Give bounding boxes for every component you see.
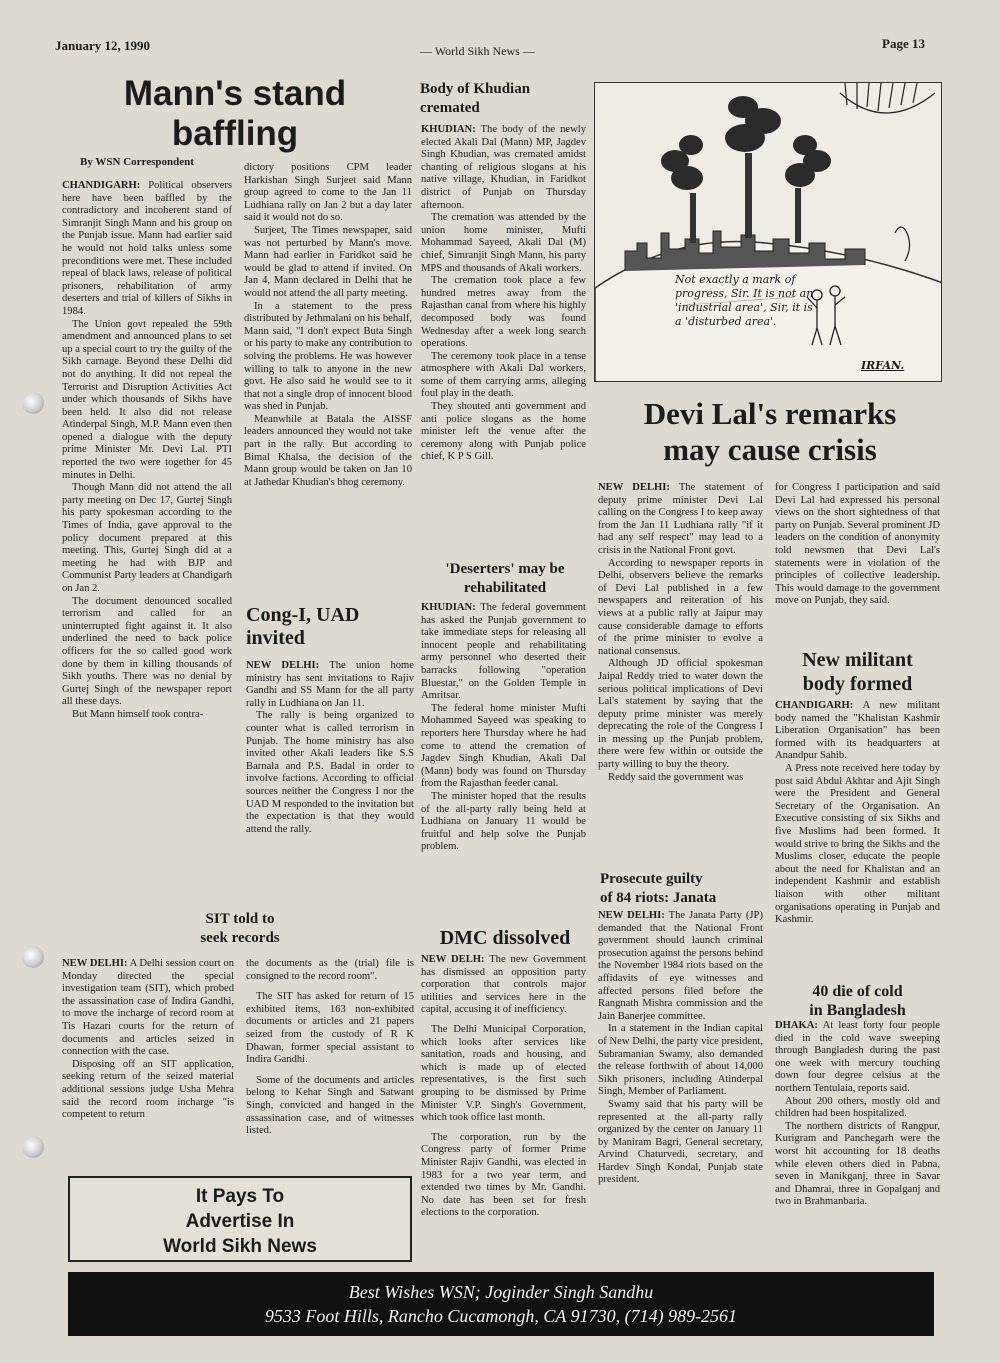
column-deserters bbox=[421, 602, 586, 854]
paragraph: In a statement to the press distributed by Jethmalani on his behalf, Mann said, "I don't expect Buta Singh or his party to make any contribution to solving the problems. He was however willing to talk to anyone in the new govt. He also said he would see to it that not a single drop of innocent blood was shed in Punjab. bbox=[244, 300, 412, 413]
headline-line: Devi Lal's remarks bbox=[643, 396, 897, 431]
paper-name: — World Sikh News — bbox=[420, 44, 535, 58]
column-devilal-2 bbox=[775, 482, 940, 608]
column-khudian bbox=[421, 124, 586, 464]
headline-line: rehabilitated bbox=[463, 580, 547, 596]
paragraph: They shouted anti government and anti police slogans as the home minister left the venue after the ceremony along with Punjab police chief, K P S Gill. bbox=[421, 401, 586, 463]
column-militant bbox=[775, 700, 940, 927]
column-cong bbox=[246, 660, 414, 836]
dateline: DHAKA: bbox=[775, 1020, 818, 1031]
headline-line: body formed bbox=[802, 673, 913, 695]
paragraph-text: Political observers here have been baffled by the contradictory and incoherent stand of Simranjit Singh Mann and his group on the Punjab issue. Mann had earlier said he would not hold talks unless some preconditions were met. These included repeal of black laws, release of political prisoners, rehabilitation of army deserters and trial of killers of Sikhs in 1984. bbox=[62, 180, 232, 317]
headline-line: of 84 riots: Janata bbox=[600, 890, 717, 906]
paragraph: The federal home minister Mufti Mohammed Sayeed was speaking to reporters here Thursday where he had come to attend the cremation of Jagdev Singh Khudian, Akali Dal (Mann) body was found on Thursday from the Rajasthan feeder canal. bbox=[421, 702, 586, 790]
paragraph bbox=[598, 482, 763, 558]
headline-dmc: DMC dissolved bbox=[439, 927, 571, 949]
paragraph: The minister hoped that the results of the all-party rally being held at Ludhiana on January 11 would be fruitful and help solve the Punjab problem. bbox=[421, 790, 586, 853]
paragraph bbox=[246, 660, 414, 710]
headline-line: Body of Khudian bbox=[420, 81, 531, 97]
paragraph: The ceremony took place in a tense atmosphere with Akali Dal workers, some of them carrying arms, alleging foul play in the death. bbox=[421, 350, 586, 400]
headline-line: 'Deserters' may be bbox=[445, 561, 565, 577]
paragraph: dictory positions CPM leader Harkishan Singh Surjeet said Mann group agreed to come to the Jan 11 Ludhiana rally on Jan 2 but a day later said it would not do so. bbox=[244, 162, 412, 224]
paragraph: But Mann himself took contra- bbox=[72, 708, 204, 720]
headline-devilal bbox=[600, 396, 940, 468]
headline-line: seek records bbox=[200, 930, 280, 946]
headline-janata bbox=[600, 870, 765, 908]
paragraph bbox=[62, 180, 232, 319]
dateline: KHUDIAN: bbox=[421, 124, 476, 135]
paragraph: The rally is being organized to counter what is called terrorism in Punjab. The home ministry has also invited other Akali leaders like S.S Barnala and P.S. Badal in order to involve factions. According to official sources neither the Congress I nor the UAD M responded to the invitation but the expectation is that they would attend the rally. bbox=[246, 710, 414, 835]
punch-hole-top bbox=[22, 392, 44, 414]
paragraph bbox=[421, 602, 586, 703]
page-number: Page 13 bbox=[882, 36, 925, 51]
headline-militant bbox=[775, 648, 940, 696]
column-mann-2 bbox=[244, 162, 412, 489]
paragraph: The cremation was attended by the union home minister, Mufti Mohammad Sayeed, Akali Dal (M) chief, Simranjit Singh Mann, his party MPS and thousands of Akali workers. bbox=[421, 212, 586, 274]
headline-line: cremated bbox=[420, 100, 480, 116]
paragraph: The Union govt repealed the 59th amendment and announced plans to set up a special court to try the guilty of the Sikh carnage. Beyond these Delhi did not do anything. It did not repeal the Terrorist and Disruption Activities Act under which thousands of Sikhs have been held. It also did not release Atinderpal Singh, M.P. Mann even then opened a dialogue with the deputy prime Minister Mr. Devi Lal. PTI reported the two were together for 45 minutes in Delhi. bbox=[62, 318, 232, 481]
paragraph: Although JD official spokesman Jaipal Reddy tried to water down the serious political implications of Devi Lal's statement by saying that the deputy prime minister was merely deprecating the role of the Congress I in messing up the Punjab problem, there were few within or outside the party willing to buy the theory. bbox=[598, 658, 763, 771]
paragraph: for Congress I participation and said Devi Lal had expressed his personal views on the short sightedness of that party on Punjab. Several prominent JD leaders on the condition of anonymity told newsmen that Devi Lal's statements were in violation of the principles of collective leadership. This would damage to the government move on Punjab, they said. bbox=[775, 482, 940, 607]
paragraph bbox=[421, 954, 586, 1017]
headline-line: baffling bbox=[171, 114, 299, 153]
ad-line: It Pays To bbox=[195, 1186, 285, 1207]
dateline: NEW DELHI: bbox=[598, 482, 670, 493]
column-devilal-1 bbox=[598, 482, 763, 784]
paragraph-text: A new militant body named the "Khalistan Kashmir Liberation Organisation" has been formed with its headquarters at Anandpur Sahib. bbox=[775, 700, 940, 762]
dateline: NEW DELHI: bbox=[62, 958, 128, 969]
headline-khudian bbox=[420, 80, 590, 118]
issue-date: January 12, 1990 bbox=[55, 38, 150, 53]
dateline: KHUDIAN: bbox=[421, 602, 476, 613]
dateline: NEW DELHI: bbox=[246, 660, 320, 671]
headline-mann bbox=[70, 74, 400, 154]
footer-banner bbox=[68, 1272, 934, 1336]
cartoon-caption: Not exactly a mark of progress, Sir. It is not an 'industrial area', Sir, it is a 'disturbed area'. bbox=[675, 273, 814, 328]
paragraph: Reddy said the government was bbox=[608, 771, 744, 783]
headline-line: 40 die of cold bbox=[812, 983, 903, 1000]
headline-line: Prosecute guilty bbox=[600, 871, 703, 887]
ad-line: World Sikh News bbox=[163, 1236, 317, 1257]
headline-line: may cause crisis bbox=[663, 432, 877, 467]
paragraph-text: At least forty four people died in the cold wave sweeping through Bangladesh during the past one week with mercury touching down four degree celsius at the northern Tentulaia, reports said. bbox=[775, 1020, 940, 1094]
paragraph: The document denounced socalled terrorism and called for an uninterrupted fight against it. It also underlined the need to back police officers for the so called good work done by them in killing thousands of Sikh youths. There was no denial by Gurtej Singh of the newspaper report all these days. bbox=[62, 595, 232, 708]
paragraph: Meanwhile at Batala the AISSF leaders announced they would not take part in the rally. But according to Bimal Khalsa, the decision of the Mann group would be taken on Jan 10 at Jathedar Khudian's bhog ceremony. bbox=[244, 413, 412, 488]
paragraph bbox=[775, 700, 940, 763]
cartoon-signature: IRFAN. bbox=[861, 359, 905, 372]
headline-sit bbox=[150, 910, 330, 948]
paragraph bbox=[62, 958, 234, 1059]
dateline: NEW DELHI: bbox=[598, 910, 665, 921]
dateline: CHANDIGARH: bbox=[775, 700, 854, 711]
headline-line: invited bbox=[246, 627, 305, 649]
dateline: CHANDIGARH: bbox=[62, 180, 141, 191]
paragraph: The corporation, run by the Congress party of former Prime Minister Rajiv Gandhi, was elected in 1983 for a two year term, and extended two times by Mr. Gandhi. No date has been set for fresh elections to the corporation. bbox=[421, 1131, 586, 1219]
headline-line: New militant bbox=[802, 649, 913, 671]
headline-line: SIT told to bbox=[205, 911, 275, 927]
editorial-cartoon bbox=[594, 82, 942, 382]
paragraph: About 200 others, mostly old and children had been hospitalized. bbox=[775, 1095, 940, 1120]
paragraph bbox=[775, 1020, 940, 1096]
paragraph bbox=[598, 910, 763, 1023]
paragraph-text: The union home ministry has sent invitations to Rajiv Gandhi and SS Mann for the all party rally in Ludhiana on Jan 11. bbox=[246, 660, 414, 709]
paragraph-text: A Delhi session court on Monday directed the special investigation team (SIT), which probed the assassination case of Indira Gandhi, to move the incharge of record room at Tis Hazari courts for the return of documents and articles seized in connection with the case. bbox=[62, 958, 234, 1058]
ad-line: Advertise In bbox=[185, 1211, 295, 1232]
dateline: NEW DELH: bbox=[421, 954, 485, 965]
paragraph: A Press note received here today by post said Abdul Akhtar and Ajit Singh were the President and General Secretary of the Organisation. An Executive consisting of six Sikhs and five Muslims had been formed. It would strive to bring the Sikhs and the Muslims closer, educate the people about the need for Khalistan and an independent Kashmir and establish liaison with other militant organisations operating in Punjab and Kashmir. bbox=[775, 762, 940, 926]
paragraph bbox=[421, 124, 586, 212]
paragraph: Disposing off an SIT application, seeking return of the seized material additional sessions judge Usha Mehra said the record room incharge "is competent to return bbox=[62, 1058, 234, 1121]
paragraph-text: The new Government has dismissed an opposition party corporation that controls major utilities and services here in the capital, accusing it of inefficiency. bbox=[421, 954, 586, 1016]
paragraph-text: The Janata Party (JP) demanded that the National Front government should launch criminal prosecution against the persons behind the November 1984 riots based on the affidavits of eye witnesses and affected persons filed before the Rangnath Mishra commission and the Jain Banerjee committee. bbox=[598, 910, 763, 1022]
paragraph: The Delhi Municipal Corporation, which looks after services like sanitation, roads and housing, and which is made up of elected representatives, is the first such grouping to be dismissed by Prime Minister V.P. Singh's Government, which took office last month. bbox=[421, 1023, 586, 1124]
paragraph: the documents as the (trial) file is consigned to the record room". bbox=[246, 958, 414, 982]
paragraph: Swamy said that his party will be represented at the all-party rally organized by the center on January 11 by Maniram Bagri, General secretary, Arvind Chaturvedi, secretary, and Hardev Singh Kondal, Punjab state president. bbox=[598, 1098, 763, 1186]
paragraph-text: The statement of deputy prime minister Devi Lal calling on the Congress I to keep away from the Jan 11 Ludhiana rally "if it had any self respect" may lead to a crisis in the National Front govt. bbox=[598, 482, 763, 556]
headline-line: in Bangladesh bbox=[809, 1002, 906, 1019]
paragraph: According to newspaper reports in Delhi, observers believe the remarks of Devi Lal published in a few newspapers and reiteration of his views at a public rally at Jaipur may cause considerable damage to efforts of the prime minister to evolve a national consensus. bbox=[598, 557, 763, 657]
paragraph: Surjeet, The Times newspaper, said was not perturbed by Mann's move. Mann had earlier in Faridkot said he would be glad to attend if invited. On Jan 4, Mann declared in Delhi that he would not attend the all party meeting. bbox=[244, 224, 412, 299]
column-sit-2 bbox=[246, 958, 414, 1138]
column-mann-1 bbox=[62, 180, 232, 722]
column-bangladesh bbox=[775, 1020, 940, 1209]
footer-line: Best Wishes WSN; Joginder Singh Sandhu bbox=[348, 1282, 654, 1302]
byline: By WSN Correspondent bbox=[80, 156, 194, 168]
headline-line: Mann's stand bbox=[123, 74, 347, 113]
paragraph-text: The federal government has asked the Punjab government to take immediate steps for releasing all innocent people and rehabilitating army personnel who deserted their barracks following "operation Bluestar," on the Golden Temple in Amritsar. bbox=[421, 602, 586, 702]
footer-line: 9533 Foot Hills, Rancho Cucamongh, CA 91730, (714) 989-2561 bbox=[264, 1306, 738, 1326]
paragraph: The northern districts of Rangpur, Kurigram and Panchegarh were the worst hit accounting for 18 deaths while eleven others died in Pabna, seven in Manikganj, three in Savar and Dhamrai, three in Gopalganj and two in Brahmanbaria. bbox=[775, 1120, 940, 1208]
headline-cong bbox=[246, 604, 414, 650]
headline-deserters bbox=[420, 560, 590, 598]
headline-bangladesh bbox=[775, 982, 940, 1020]
paragraph: In a statement in the Indian capital of New Delhi, the party vice president, Subramanian Swamy, also demanded the release forthwith of about 14,000 Sikh prisoners, including Atinderpal Singh, Member of Parliament. bbox=[598, 1023, 763, 1098]
paragraph-text: The body of the newly elected Akali Dal (Mann) MP, Jagdev Singh Khudian, was cremated amidst chanting of religious slogans at his native village, Khudian, in Faridkot district of Punjab on Thursday afternoon. bbox=[421, 124, 586, 211]
column-dmc bbox=[421, 954, 586, 1220]
punch-hole-bottom bbox=[22, 1136, 44, 1158]
paragraph: Some of the documents and articles belong to Kehar Singh and Satwant Singh, convicted and hanged in the assassination case, and of witnesses listed. bbox=[246, 1074, 414, 1137]
cartoon-drawing bbox=[595, 83, 942, 382]
punch-hole-middle bbox=[22, 946, 44, 968]
column-janata bbox=[598, 910, 763, 1187]
headline-line: Cong-I, UAD bbox=[246, 604, 360, 626]
paragraph: Though Mann did not attend the all party meeting on Dec 17, Gurtej Singh his party spokesman according to the Times of India, gave approval to the policy document prepared at this meeting. This, Gurtej Singh did at a meeting he had with BJP and Communist Party leaders at Chandigarh on Jan 2. bbox=[62, 482, 232, 594]
paragraph: The cremation took place a few hundred metres away from the Rajasthan canal from where his highly decomposed body was found Wednesday after a week long search operations. bbox=[421, 275, 586, 350]
advertise-box bbox=[68, 1176, 412, 1262]
column-sit-1 bbox=[62, 958, 234, 1122]
paragraph: The SIT has asked for return of 15 exhibited items, 163 non-exhibited documents or articles and 21 papers seized from the custody of R K Dhawan, former special assistant to Indira Gandhi. bbox=[246, 991, 414, 1066]
